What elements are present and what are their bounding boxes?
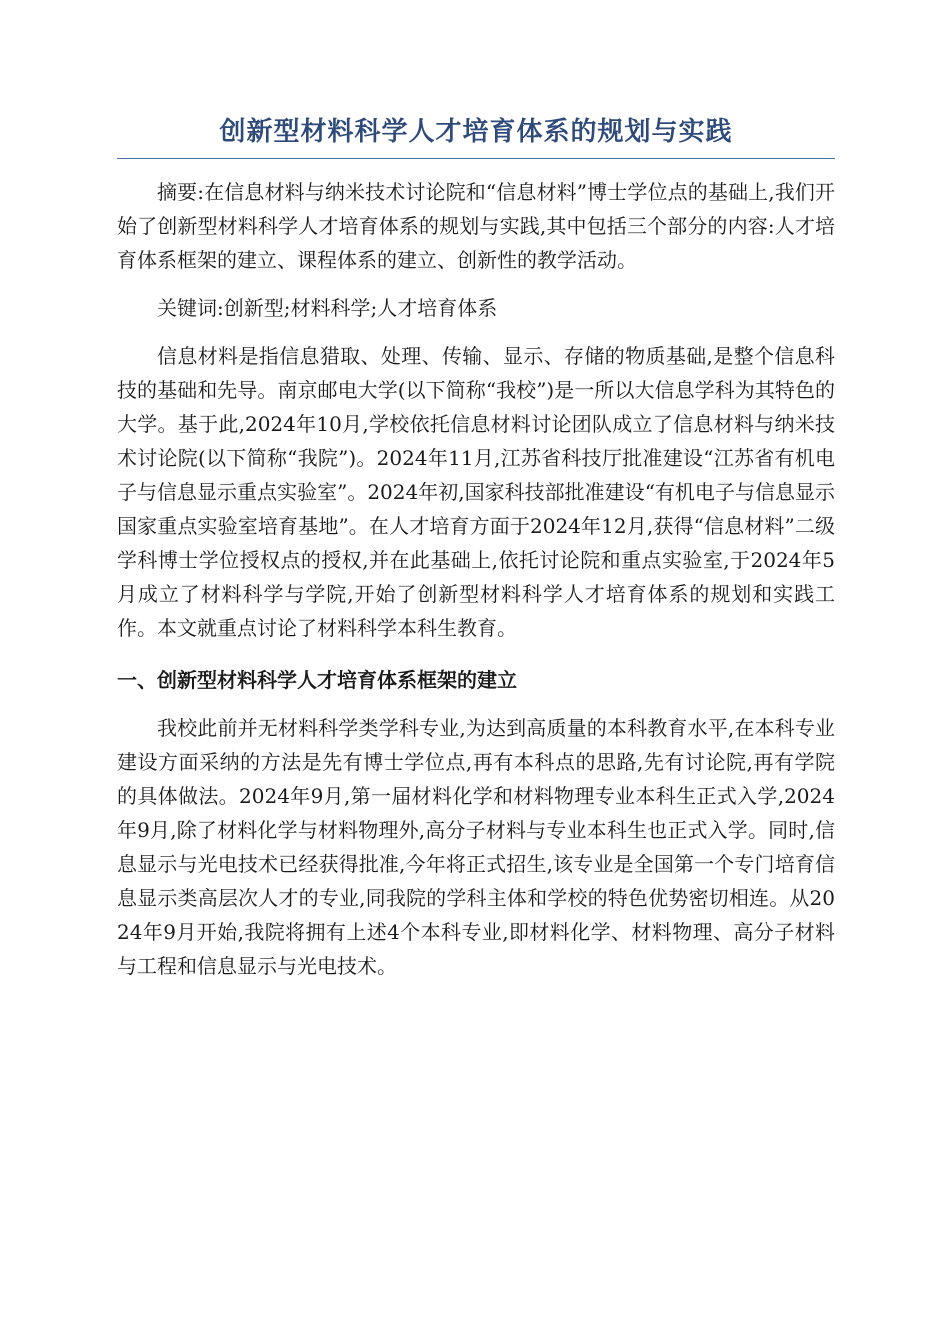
keywords-line: 关键词:创新型;材料科学;人才培育体系 [157, 296, 498, 320]
document-page [117, 0, 835, 983]
section-1-paragraph: 我校此前并无材料科学类学科专业,为达到高质量的本科教育水平,在本科专业建设方面采纳的方法是先有博士学位点,再有本科点的思路,先有讨论院,再有学院的具体做法。2024年9月,第一届材料化学和材料物理专业本科生正式入学,2024年9月,除了材料化学与材料物理外,高分子材料与专业本科生也正式入学。同时,信息显示与光电技术已经获得批准,今年将正式招生,该专业是全国第一个专门培育信息显示类高层次人才的专业,同我院的学科主体和学校的特色优势密切相连。从2024年9月开始,我院将拥有上述4个本科专业,即材料化学、材料物理、高分子材料与工程和信息显示与光电技术。 [117, 716, 835, 978]
title-underline [117, 158, 835, 159]
document-title: 创新型材料科学人才培育体系的规划与实践 [219, 117, 733, 147]
intro-paragraph: 信息材料是指信息猎取、处理、传输、显示、存储的物质基础,是整个信息科技的基础和先导。南京邮电大学(以下简称“我校”)是一所以大信息学科为其特色的大学。基于此,2024年10月,学校依托信息材料讨论团队成立了信息材料与纳米技术讨论院(以下简称“我院”)。2024年11月,江苏省科技厅批准建设“江苏省有机电子与信息显示重点实验室”。2024年初,国家科技部批准建设“有机电子与信息显示国家重点实验室培育基地”。在人才培育方面于2024年12月,获得“信息材料”二级学科博士学位授权点的授权,并在此基础上,依托讨论院和重点实验室,于2024年5月成立了材料科学与学院,开始了创新型材料科学人才培育体系的规划和实践工作。本文就重点讨论了材料科学本科生教育。 [117, 344, 835, 640]
section-1-heading: 一、创新型材料科学人才培育体系框架的建立 [117, 668, 517, 692]
abstract-paragraph: 摘要:在信息材料与纳米技术讨论院和“信息材料”博士学位点的基础上,我们开始了创新型材料科学人才培育体系的规划与实践,其中包括三个部分的内容:人才培育体系框架的建立、课程体系的建立、创新性的教学活动。 [117, 180, 835, 272]
